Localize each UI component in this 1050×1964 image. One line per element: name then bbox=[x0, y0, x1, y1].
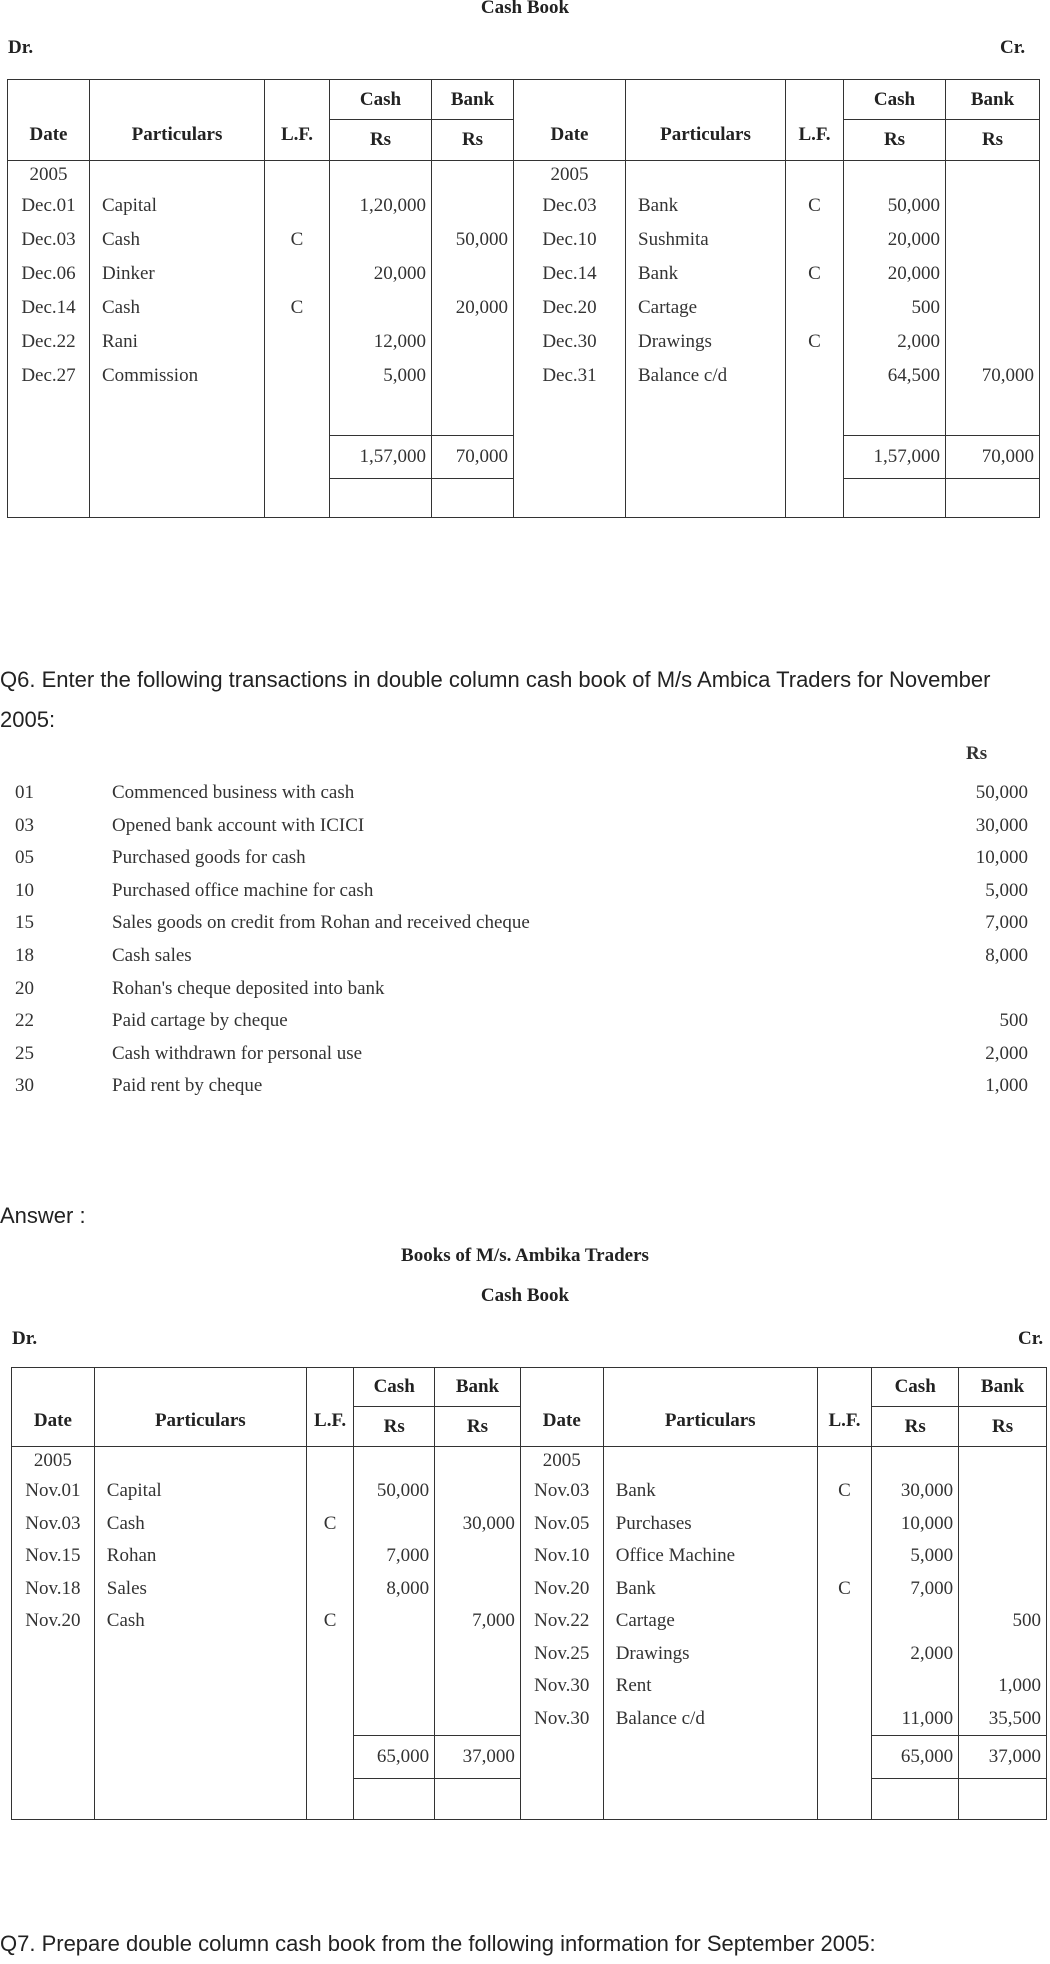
transaction-description: Opened bank account with ICICI bbox=[112, 814, 365, 836]
ledger-cell-d-part: Rohan bbox=[94, 1540, 306, 1573]
ledger-cell-c-cash: 20,000 bbox=[844, 223, 946, 257]
transaction-amount: 7,000 bbox=[985, 912, 1028, 934]
ledger-cell-c-bank bbox=[959, 1540, 1047, 1573]
ledger-row bbox=[8, 325, 1040, 359]
transaction-description: Rohan's cheque deposited into bank bbox=[112, 977, 385, 999]
ledger-cell-c-lf bbox=[786, 223, 844, 257]
ledger-cell-d-bank: 7,000 bbox=[435, 1605, 521, 1638]
ledger-cell-c-cash: 10,000 bbox=[872, 1508, 959, 1541]
ledger-cell-c-bank bbox=[959, 1475, 1047, 1508]
ledger-row bbox=[12, 1703, 1047, 1736]
ledger-cell-c-date: Nov.30 bbox=[520, 1703, 603, 1736]
ledger-cell-c-bank bbox=[946, 223, 1040, 257]
ledger-cell-c-bank bbox=[959, 1573, 1047, 1606]
ledger-cell-c-cash: 11,000 bbox=[872, 1703, 959, 1736]
header-cash: Cash Rs bbox=[872, 1368, 959, 1447]
ledger-cell-d-bank: 50,000 bbox=[432, 223, 514, 257]
ledger-cell-d-bank bbox=[435, 1475, 521, 1508]
transaction-day: 03 bbox=[15, 814, 34, 836]
ledger-cell-d-bank bbox=[435, 1638, 521, 1671]
ledger-cell-d-bank bbox=[435, 1540, 521, 1573]
ledger-row bbox=[8, 223, 1040, 257]
transaction-amount: 5,000 bbox=[985, 879, 1028, 901]
ledger-cell-d-cash bbox=[330, 291, 432, 325]
ledger-row bbox=[12, 1573, 1047, 1606]
ledger-cell-c-date: Nov.20 bbox=[520, 1573, 603, 1606]
ledger-cell-d-bank bbox=[432, 257, 514, 291]
ledger-cell-d-date bbox=[12, 1670, 95, 1703]
ledger-cell-c-part: Cartage bbox=[626, 291, 786, 325]
total-cell: 65,000 bbox=[872, 1736, 959, 1779]
ledger-cell-d-bank bbox=[435, 1573, 521, 1606]
ledger-cell-d-bank: 20,000 bbox=[432, 291, 514, 325]
ledger-cell-c-lf bbox=[817, 1540, 872, 1573]
transaction-day: 30 bbox=[15, 1075, 34, 1097]
transaction-amount: 1,000 bbox=[985, 1075, 1028, 1097]
ledger-row bbox=[12, 1475, 1047, 1508]
ledger-cell-d-cash bbox=[330, 223, 432, 257]
ledger-cell-d-cash bbox=[354, 1703, 435, 1736]
ledger-cell-c-date: Dec.30 bbox=[514, 325, 626, 359]
ledger-cell-d-part bbox=[94, 1638, 306, 1671]
ledger-cell-c-cash bbox=[872, 1670, 959, 1703]
ledger-cell-c-bank bbox=[946, 291, 1040, 325]
transaction-day: 15 bbox=[15, 912, 34, 934]
ledger-cell-c-lf bbox=[786, 291, 844, 325]
ledger-cell-d-part: Rani bbox=[90, 325, 265, 359]
ledger-row bbox=[8, 189, 1040, 223]
cashbook1-title: Cash Book bbox=[480, 0, 570, 18]
header-lf: L.F. bbox=[786, 80, 844, 161]
ledger-cell-d-lf bbox=[265, 257, 330, 291]
ledger-row bbox=[12, 1638, 1047, 1671]
ledger-cell-d-date: Dec.27 bbox=[8, 359, 90, 393]
ledger-cell-c-bank: 35,500 bbox=[959, 1703, 1047, 1736]
ledger-cell-c-cash: 20,000 bbox=[844, 257, 946, 291]
header-date: Date bbox=[12, 1368, 95, 1447]
ledger-cell-c-part: Drawings bbox=[603, 1638, 817, 1671]
ledger-cell-d-date: Dec.14 bbox=[8, 291, 90, 325]
transaction-description: Purchased office machine for cash bbox=[112, 879, 374, 901]
ledger-cell-d-date: Nov.01 bbox=[12, 1475, 95, 1508]
ledger-cell-d-cash: 20,000 bbox=[330, 257, 432, 291]
ledger-cell-d-part: Cash bbox=[90, 223, 265, 257]
ledger-cell-c-lf: C bbox=[786, 189, 844, 223]
transaction-amount: 30,000 bbox=[975, 814, 1028, 836]
ledger-cell-d-lf bbox=[306, 1540, 353, 1573]
ledger-cell-c-part: Balance c/d bbox=[626, 359, 786, 393]
header-date: Date bbox=[8, 80, 90, 161]
ledger-cell-d-lf: C bbox=[265, 223, 330, 257]
ledger-cell-c-lf bbox=[817, 1670, 872, 1703]
transaction-amount: 10,000 bbox=[975, 847, 1028, 869]
total-cell: 1,57,000 bbox=[844, 436, 946, 479]
cashbook2-table bbox=[11, 1367, 1047, 1820]
ledger-cell-d-bank bbox=[432, 189, 514, 223]
ledger-cell-d-lf bbox=[306, 1475, 353, 1508]
ledger-cell-c-part: Purchases bbox=[603, 1508, 817, 1541]
ledger-cell-d-bank bbox=[432, 325, 514, 359]
transaction-day: 20 bbox=[15, 977, 34, 999]
cashbook2-books-title: Books of M/s. Ambika Traders bbox=[401, 1245, 649, 1266]
transaction-description: Sales goods on credit from Rohan and received cheque bbox=[112, 912, 530, 934]
ledger-cell-d-part: Capital bbox=[94, 1475, 306, 1508]
ledger-row bbox=[12, 1508, 1047, 1541]
transaction-day: 05 bbox=[15, 847, 34, 869]
ledger-cell-d-cash: 5,000 bbox=[330, 359, 432, 393]
ledger-cell-d-lf bbox=[265, 189, 330, 223]
ledger-cell-c-part: Bank bbox=[603, 1573, 817, 1606]
ledger-cell-d-date: Dec.22 bbox=[8, 325, 90, 359]
cashbook1-table bbox=[7, 79, 1040, 518]
ledger-cell-d-cash bbox=[354, 1508, 435, 1541]
header-cash: Cash Rs bbox=[354, 1368, 435, 1447]
ledger-cell-d-lf: C bbox=[306, 1508, 353, 1541]
header-particulars: Particulars bbox=[90, 80, 265, 161]
transaction-day: 10 bbox=[15, 879, 34, 901]
ledger-cell-c-lf bbox=[786, 359, 844, 393]
transaction-day: 25 bbox=[15, 1042, 34, 1064]
ledger-cell-d-date: Nov.20 bbox=[12, 1605, 95, 1638]
ledger-cell-c-cash: 5,000 bbox=[872, 1540, 959, 1573]
q6-question: Q6. Enter the following transactions in double column cash book of M/s Ambica Traders for November 2005: bbox=[0, 667, 991, 732]
ledger-cell-c-part: Sushmita bbox=[626, 223, 786, 257]
header-particulars: Particulars bbox=[603, 1368, 817, 1447]
header-particulars: Particulars bbox=[94, 1368, 306, 1447]
ledger-cell-c-lf bbox=[817, 1508, 872, 1541]
header-lf: L.F. bbox=[817, 1368, 872, 1447]
ledger-cell-d-part bbox=[94, 1670, 306, 1703]
ledger-cell-d-cash: 7,000 bbox=[354, 1540, 435, 1573]
ledger-cell-d-cash: 12,000 bbox=[330, 325, 432, 359]
transaction-amount: 50,000 bbox=[975, 782, 1028, 803]
ledger-cell-c-lf bbox=[817, 1703, 872, 1736]
ledger-cell-c-date: Nov.30 bbox=[520, 1670, 603, 1703]
ledger-cell-d-part bbox=[94, 1703, 306, 1736]
ledger-cell-c-bank: 1,000 bbox=[959, 1670, 1047, 1703]
ledger-cell-c-lf: C bbox=[786, 325, 844, 359]
header-date: Date bbox=[520, 1368, 603, 1447]
ledger-cell-c-cash: 50,000 bbox=[844, 189, 946, 223]
ledger-cell-c-cash: 2,000 bbox=[844, 325, 946, 359]
ledger-cell-c-lf: C bbox=[817, 1573, 872, 1606]
header-date: Date bbox=[514, 80, 626, 161]
ledger-cell-d-part: Sales bbox=[94, 1573, 306, 1606]
ledger-cell-d-date: Dec.01 bbox=[8, 189, 90, 223]
ledger-row bbox=[12, 1605, 1047, 1638]
ledger-cell-c-part: Bank bbox=[626, 257, 786, 291]
ledger-cell-c-lf bbox=[817, 1605, 872, 1638]
ledger-cell-d-lf: C bbox=[306, 1605, 353, 1638]
transaction-row bbox=[0, 1067, 1050, 1107]
cashbook2-title: Cash Book bbox=[480, 1285, 570, 1306]
ledger-cell-d-part: Dinker bbox=[90, 257, 265, 291]
ledger-cell-d-cash: 8,000 bbox=[354, 1573, 435, 1606]
q6-rs-header: Rs bbox=[966, 743, 988, 764]
ledger-cell-d-bank bbox=[432, 359, 514, 393]
ledger-cell-c-date: Nov.22 bbox=[520, 1605, 603, 1638]
ledger-cell-c-cash: 2,000 bbox=[872, 1638, 959, 1671]
ledger-cell-c-date: Dec.03 bbox=[514, 189, 626, 223]
ledger-cell-d-bank bbox=[435, 1703, 521, 1736]
ledger-cell-d-lf bbox=[306, 1670, 353, 1703]
total-cell: 70,000 bbox=[432, 436, 514, 479]
ledger-cell-d-date: Nov.18 bbox=[12, 1573, 95, 1606]
ledger-row bbox=[8, 359, 1040, 393]
cashbook1-dr-label: Dr. bbox=[8, 37, 34, 58]
year-cell: 2005 bbox=[514, 161, 626, 190]
header-lf: L.F. bbox=[265, 80, 330, 161]
ledger-cell-d-cash bbox=[354, 1605, 435, 1638]
transaction-amount: 8,000 bbox=[985, 945, 1028, 966]
ledger-cell-c-date: Nov.05 bbox=[520, 1508, 603, 1541]
transaction-description: Cash withdrawn for personal use bbox=[112, 1042, 363, 1064]
ledger-cell-c-cash: 500 bbox=[844, 291, 946, 325]
ledger-cell-c-lf: C bbox=[817, 1475, 872, 1508]
ledger-cell-c-date: Nov.03 bbox=[520, 1475, 603, 1508]
ledger-cell-c-cash: 30,000 bbox=[872, 1475, 959, 1508]
ledger-cell-d-date: Nov.15 bbox=[12, 1540, 95, 1573]
ledger-cell-c-bank bbox=[946, 325, 1040, 359]
cashbook2-cr-label: Cr. bbox=[1018, 1328, 1044, 1349]
ledger-cell-c-date: Dec.31 bbox=[514, 359, 626, 393]
transaction-day: 22 bbox=[15, 1010, 34, 1032]
ledger-cell-d-lf: C bbox=[265, 291, 330, 325]
header-particulars: Particulars bbox=[626, 80, 786, 161]
ledger-cell-d-cash: 1,20,000 bbox=[330, 189, 432, 223]
ledger-cell-d-cash bbox=[354, 1670, 435, 1703]
ledger-cell-c-date: Nov.10 bbox=[520, 1540, 603, 1573]
ledger-cell-c-lf bbox=[817, 1638, 872, 1671]
header-bank: Bank Rs bbox=[435, 1368, 521, 1447]
transaction-description: Commenced business with cash bbox=[112, 782, 355, 803]
ledger-cell-c-part: Bank bbox=[603, 1475, 817, 1508]
ledger-cell-d-part: Cash bbox=[90, 291, 265, 325]
total-cell: 1,57,000 bbox=[330, 436, 432, 479]
ledger-cell-c-date: Dec.14 bbox=[514, 257, 626, 291]
ledger-cell-c-date: Dec.10 bbox=[514, 223, 626, 257]
header-bank: Bank Rs bbox=[946, 80, 1040, 161]
ledger-cell-d-lf bbox=[265, 359, 330, 393]
ledger-cell-c-part: Balance c/d bbox=[603, 1703, 817, 1736]
transaction-description: Purchased goods for cash bbox=[112, 847, 306, 869]
ledger-cell-d-lf bbox=[265, 325, 330, 359]
ledger-cell-c-bank bbox=[946, 257, 1040, 291]
ledger-cell-d-date: Dec.03 bbox=[8, 223, 90, 257]
transaction-description: Paid cartage by cheque bbox=[112, 1010, 288, 1032]
ledger-cell-d-part: Cash bbox=[94, 1605, 306, 1638]
ledger-cell-c-bank: 70,000 bbox=[946, 359, 1040, 393]
ledger-cell-d-date bbox=[12, 1638, 95, 1671]
total-cell: 65,000 bbox=[354, 1736, 435, 1779]
ledger-cell-c-part: Bank bbox=[626, 189, 786, 223]
answer-label: Answer : bbox=[0, 1203, 86, 1228]
transaction-amount: 2,000 bbox=[985, 1042, 1028, 1064]
ledger-cell-d-date bbox=[12, 1703, 95, 1736]
ledger-cell-d-cash: 50,000 bbox=[354, 1475, 435, 1508]
total-cell: 37,000 bbox=[435, 1736, 521, 1779]
transaction-description: Paid rent by cheque bbox=[112, 1075, 263, 1097]
transaction-day: 01 bbox=[15, 782, 34, 803]
header-cash: Cash Rs bbox=[330, 80, 432, 161]
year-cell: 2005 bbox=[520, 1447, 603, 1476]
ledger-cell-c-cash bbox=[872, 1605, 959, 1638]
ledger-cell-c-lf: C bbox=[786, 257, 844, 291]
ledger-cell-d-bank bbox=[435, 1670, 521, 1703]
header-lf: L.F. bbox=[306, 1368, 353, 1447]
ledger-row bbox=[8, 291, 1040, 325]
ledger-cell-d-lf bbox=[306, 1638, 353, 1671]
ledger-cell-c-date: Nov.25 bbox=[520, 1638, 603, 1671]
header-bank: Bank Rs bbox=[959, 1368, 1047, 1447]
ledger-cell-d-cash bbox=[354, 1638, 435, 1671]
year-cell: 2005 bbox=[8, 161, 90, 190]
ledger-cell-d-part: Cash bbox=[94, 1508, 306, 1541]
transaction-amount: 500 bbox=[999, 1010, 1028, 1032]
transaction-description: Cash sales bbox=[112, 945, 192, 966]
cashbook2-dr-label: Dr. bbox=[12, 1328, 38, 1349]
ledger-cell-c-part: Rent bbox=[603, 1670, 817, 1703]
ledger-cell-d-part: Commission bbox=[90, 359, 265, 393]
ledger-cell-d-part: Capital bbox=[90, 189, 265, 223]
total-cell: 37,000 bbox=[959, 1736, 1047, 1779]
ledger-cell-c-date: Dec.20 bbox=[514, 291, 626, 325]
ledger-cell-c-part: Cartage bbox=[603, 1605, 817, 1638]
ledger-cell-c-cash: 64,500 bbox=[844, 359, 946, 393]
ledger-cell-d-lf bbox=[306, 1703, 353, 1736]
ledger-cell-c-cash: 7,000 bbox=[872, 1573, 959, 1606]
ledger-cell-c-bank bbox=[959, 1508, 1047, 1541]
ledger-cell-d-lf bbox=[306, 1573, 353, 1606]
transaction-day: 18 bbox=[15, 945, 34, 966]
total-cell: 70,000 bbox=[946, 436, 1040, 479]
year-cell: 2005 bbox=[12, 1447, 95, 1476]
ledger-row bbox=[12, 1540, 1047, 1573]
ledger-row bbox=[12, 1670, 1047, 1703]
header-bank: Bank Rs bbox=[432, 80, 514, 161]
ledger-cell-d-bank: 30,000 bbox=[435, 1508, 521, 1541]
ledger-row bbox=[8, 257, 1040, 291]
ledger-cell-c-part: Drawings bbox=[626, 325, 786, 359]
ledger-cell-d-date: Nov.03 bbox=[12, 1508, 95, 1541]
ledger-cell-c-bank bbox=[946, 189, 1040, 223]
header-cash: Cash Rs bbox=[844, 80, 946, 161]
ledger-cell-c-part: Office Machine bbox=[603, 1540, 817, 1573]
ledger-cell-d-date: Dec.06 bbox=[8, 257, 90, 291]
cashbook1-cr-label: Cr. bbox=[1000, 37, 1026, 58]
ledger-cell-c-bank: 500 bbox=[959, 1605, 1047, 1638]
ledger-cell-c-bank bbox=[959, 1638, 1047, 1671]
q7-question: Q7. Prepare double column cash book from the following information for September 2005: bbox=[0, 1931, 876, 1956]
